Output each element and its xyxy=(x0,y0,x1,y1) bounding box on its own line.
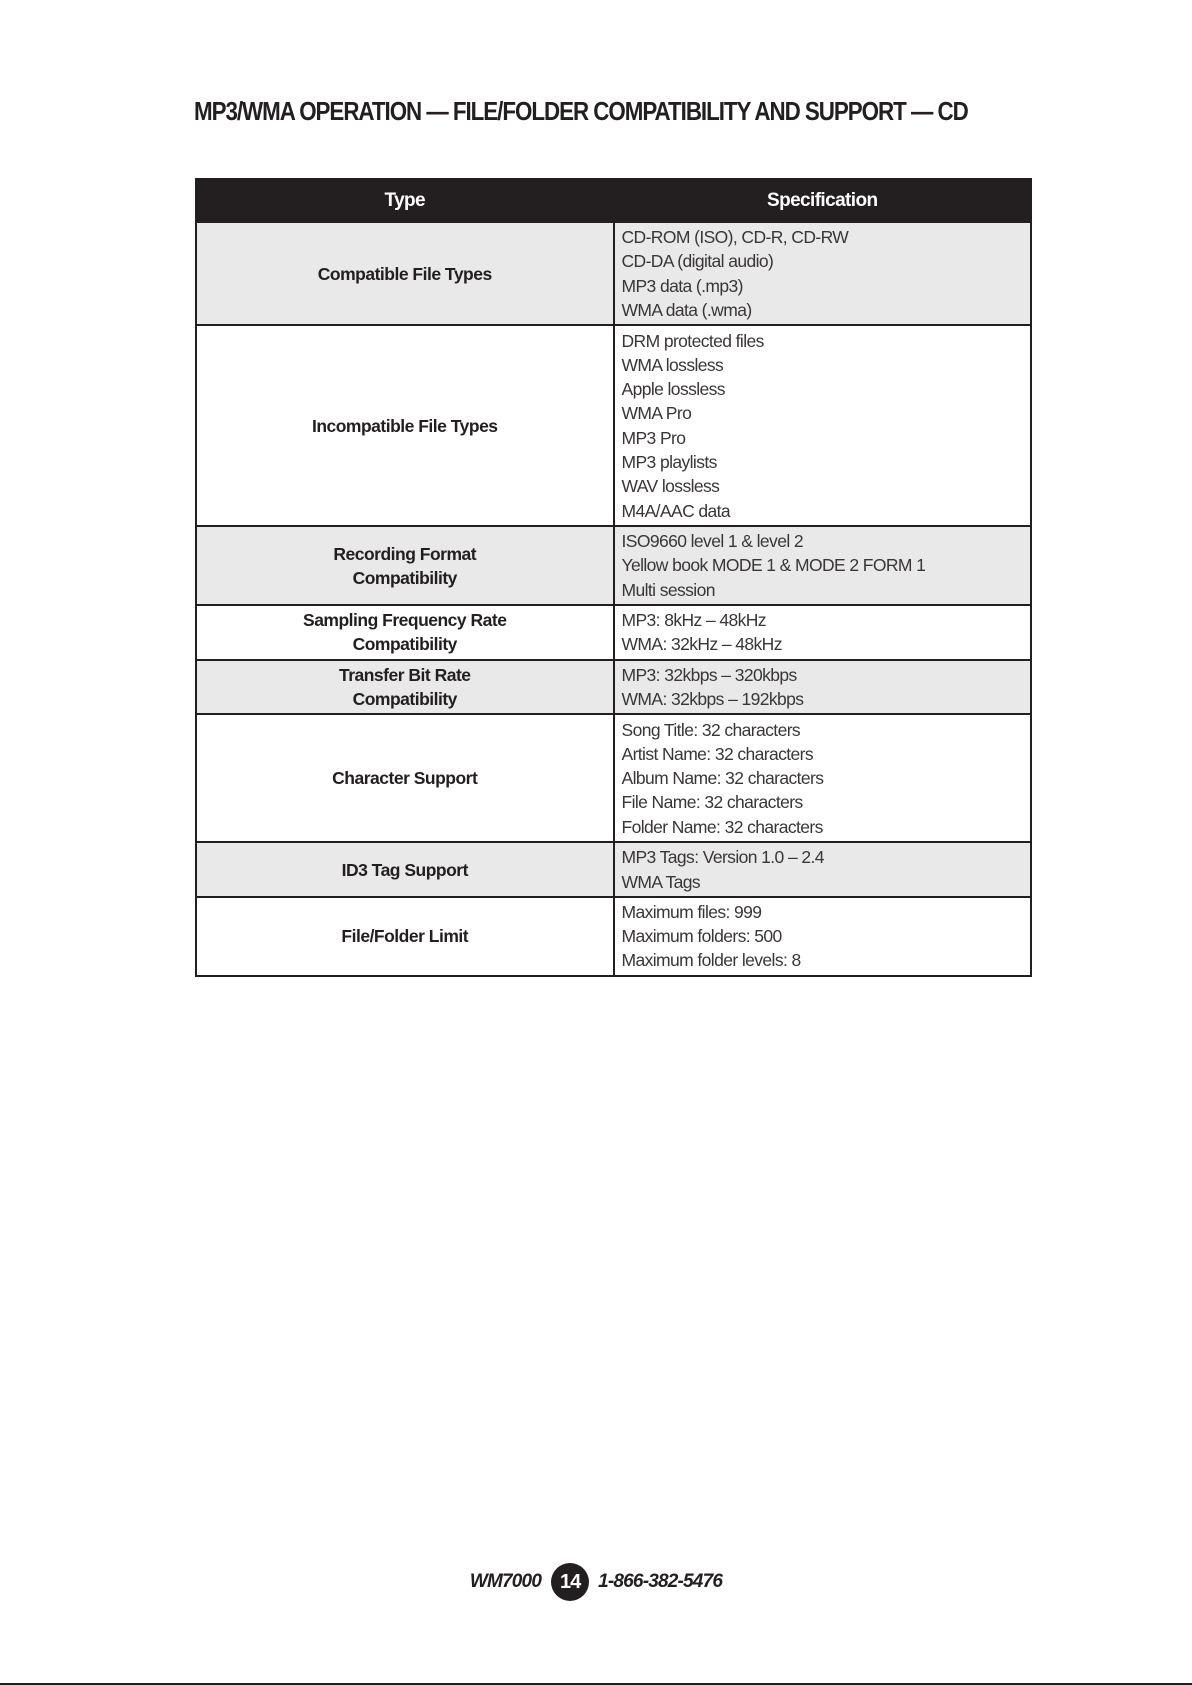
spec-line: Yellow book MODE 1 & MODE 2 FORM 1 xyxy=(621,555,926,576)
spec-cell xyxy=(614,605,1032,660)
spec-line: ISO9660 level 1 & level 2 xyxy=(621,531,804,552)
table-row xyxy=(196,222,1031,325)
table-header-row xyxy=(196,179,1031,222)
spec-line: Multi session xyxy=(621,579,715,600)
spec-line: M4A/AAC data xyxy=(621,500,731,521)
spec-cell xyxy=(614,222,1032,325)
spec-line: Maximum folders: 500 xyxy=(621,926,782,947)
spec-line: WAV lossless xyxy=(621,476,720,497)
spec-cell xyxy=(614,842,1032,897)
type-label: Compatible File Types xyxy=(317,263,492,284)
spec-cell xyxy=(614,714,1032,842)
type-label-line: Sampling Frequency Rate xyxy=(303,610,507,631)
spec-line: MP3 data (.mp3) xyxy=(621,275,743,296)
type-label-line: Compatibility xyxy=(352,634,457,655)
type-label-line: Compatibility xyxy=(352,567,457,588)
type-cell xyxy=(196,526,614,605)
table-row xyxy=(196,526,1031,605)
type-label: Character Support xyxy=(332,768,478,789)
type-cell xyxy=(196,842,614,897)
spec-line: Song Title: 32 characters xyxy=(621,719,801,740)
spec-cell xyxy=(614,660,1032,715)
specification-table xyxy=(195,178,1032,977)
column-header-type: Type xyxy=(196,179,614,222)
type-label-line: Transfer Bit Rate xyxy=(338,664,471,685)
spec-line: Folder Name: 32 characters xyxy=(621,816,823,837)
spec-line: Album Name: 32 characters xyxy=(621,768,824,789)
spec-line: CD-ROM (ISO), CD-R, CD-RW xyxy=(621,227,849,247)
spec-line: File Name: 32 characters xyxy=(621,792,803,813)
spec-line: WMA data (.wma) xyxy=(621,299,752,320)
table-row xyxy=(196,842,1031,897)
type-label: ID3 Tag Support xyxy=(341,859,468,880)
type-cell xyxy=(196,325,614,526)
spec-cell xyxy=(614,325,1032,526)
spec-line: WMA: 32kHz – 48kHz xyxy=(621,634,782,655)
table-row xyxy=(196,714,1031,842)
table-row xyxy=(196,325,1031,526)
spec-line: Artist Name: 32 characters xyxy=(621,743,814,764)
spec-line: Maximum folder levels: 8 xyxy=(621,950,801,971)
spec-line: DRM protected files xyxy=(621,330,764,351)
spec-cell xyxy=(614,897,1032,976)
page-footer xyxy=(0,1563,1192,1601)
spec-line: MP3 Pro xyxy=(621,427,686,448)
table-row xyxy=(196,897,1031,976)
spec-line: MP3 playlists xyxy=(621,451,717,472)
type-label-line: Recording Format xyxy=(333,543,477,564)
spec-line: Maximum files: 999 xyxy=(621,901,762,922)
spec-line: Apple lossless xyxy=(621,379,725,400)
type-cell xyxy=(196,660,614,715)
type-cell xyxy=(196,222,614,325)
type-cell xyxy=(196,897,614,976)
support-phone: 1-866-382-5476 xyxy=(598,1571,723,1592)
page-title: MP3/WMA OPERATION — FILE/FOLDER COMPATIBILITY AND SUPPORT — CD xyxy=(194,96,968,126)
type-label-line: Compatibility xyxy=(352,688,457,709)
spec-line: MP3: 32kbps – 320kbps xyxy=(621,664,797,685)
type-label: Incompatible File Types xyxy=(311,415,498,436)
type-cell xyxy=(196,605,614,660)
spec-line: WMA Tags xyxy=(621,871,701,892)
spec-line: MP3 Tags: Version 1.0 – 2.4 xyxy=(621,847,824,868)
spec-line: MP3: 8kHz – 48kHz xyxy=(621,610,766,631)
type-label: File/Folder Limit xyxy=(341,926,469,947)
spec-line: WMA Pro xyxy=(621,403,692,424)
table-row xyxy=(196,605,1031,660)
spec-line: WMA lossless xyxy=(621,354,724,375)
type-cell xyxy=(196,714,614,842)
page-number-badge: 14 xyxy=(551,1563,589,1601)
spec-cell xyxy=(614,526,1032,605)
model-name: WM7000 xyxy=(469,1571,542,1592)
spec-line: CD-DA (digital audio) xyxy=(621,251,774,272)
column-header-specification: Specification xyxy=(614,179,1032,222)
spec-line: WMA: 32kbps – 192kbps xyxy=(621,688,804,709)
table-row xyxy=(196,660,1031,715)
